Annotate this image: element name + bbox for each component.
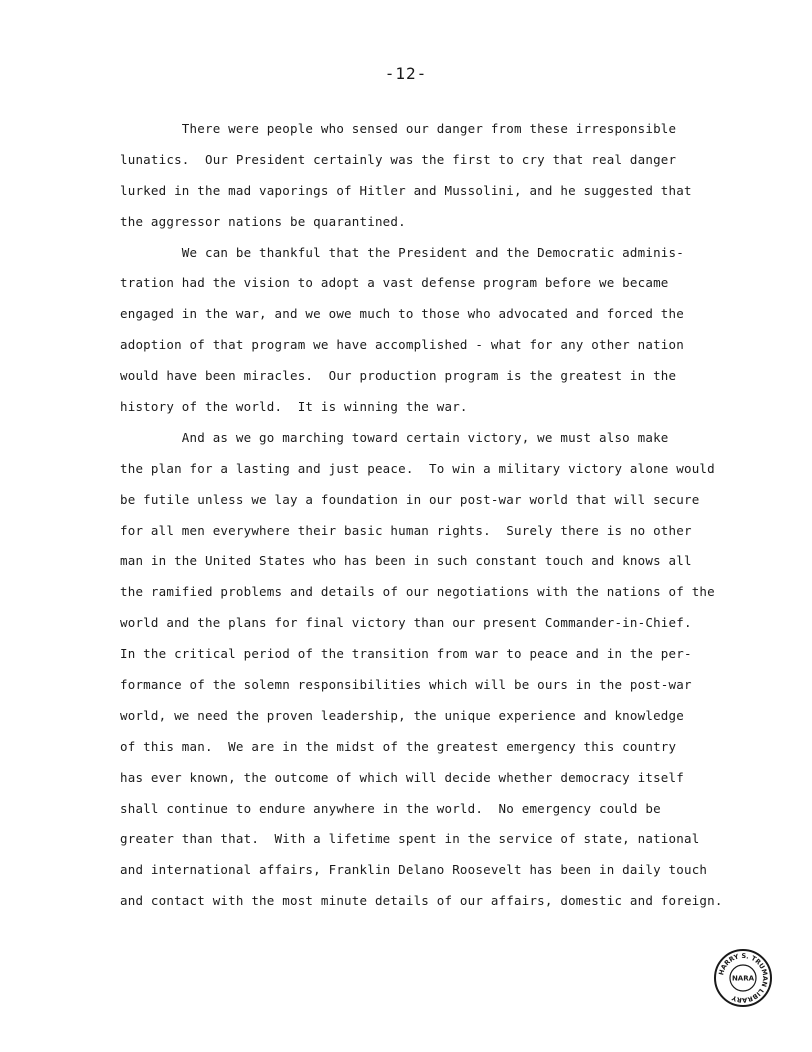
text-line: and international affairs, Franklin Delano Roosevelt has been in daily touch — [120, 862, 708, 878]
text-line: world and the plans for final victory than our present Commander-in-Chief. — [120, 615, 692, 631]
text-line: the aggressor nations be quarantined. — [120, 213, 406, 229]
text-line: world, we need the proven leadership, the unique experience and knowledge — [120, 707, 684, 723]
page-number: -12- — [384, 64, 428, 83]
text-line: would have been miracles. Our production program is the greatest in the — [120, 368, 677, 384]
text-line: be futile unless we lay a foundation in our post-war world that will secure — [120, 491, 700, 507]
text-line: the ramified problems and details of our negotiations with the nations of the — [120, 584, 715, 600]
text-line: shall continue to endure anywhere in the world. No emergency could be — [120, 800, 661, 816]
text-line: lunatics. Our President certainly was the first to cry that real danger — [120, 151, 677, 167]
text-line: We can be thankful that the President and the Democratic adminis- — [120, 244, 684, 260]
text-line: has ever known, the outcome of which will decide whether democracy itself — [120, 769, 684, 785]
text-line: and contact with the most minute details of our affairs, domestic and foreign. — [120, 893, 723, 909]
text-line: of this man. We are in the midst of the greatest emergency this country — [120, 738, 677, 754]
stamp-center-text: NARA — [731, 974, 755, 983]
text-line: lurked in the mad vaporings of Hitler and Mussolini, and he suggested that — [120, 182, 692, 198]
text-line: engaged in the war, and we owe much to those who advocated and forced the — [120, 306, 684, 322]
text-line: history of the world. It is winning the war. — [120, 399, 468, 415]
document-body — [120, 114, 760, 917]
text-line: And as we go marching toward certain victory, we must also make — [120, 429, 669, 445]
text-line: man in the United States who has been in such constant touch and knows all — [120, 553, 692, 569]
text-line: There were people who sensed our danger from these irresponsible — [120, 121, 677, 136]
library-stamp-icon — [713, 948, 773, 1008]
text-line: greater than that. With a lifetime spent in the service of state, national — [120, 831, 700, 847]
text-line: tration had the vision to adopt a vast defense program before we became — [120, 275, 669, 291]
text-line: In the critical period of the transition from war to peace and in the per- — [120, 646, 692, 662]
text-line: the plan for a lasting and just peace. To win a military victory alone would — [120, 460, 715, 476]
stamp-ring-text: HARRY S. TRUMAN LIBRARY — [717, 951, 770, 1005]
text-line: formance of the solemn responsibilities which will be ours in the post-war — [120, 677, 692, 693]
text-line: adoption of that program we have accomplished - what for any other nation — [120, 337, 684, 353]
text-line: for all men everywhere their basic human rights. Surely there is no other — [120, 522, 692, 538]
